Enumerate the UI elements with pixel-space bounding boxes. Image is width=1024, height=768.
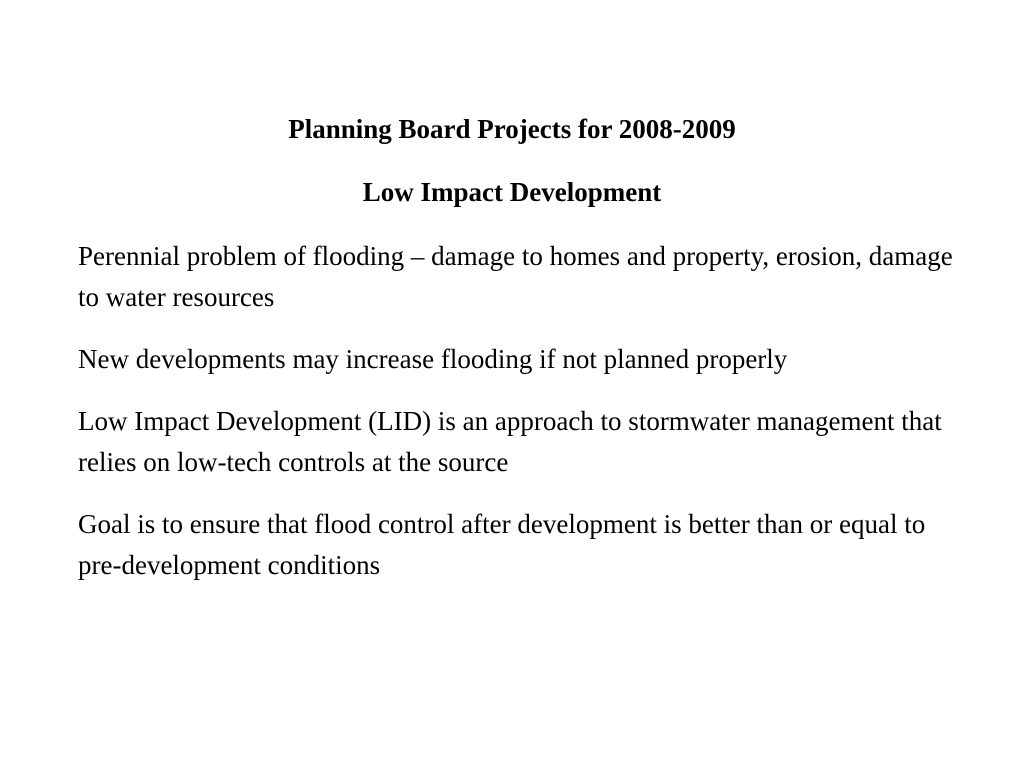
slide-subtitle: Low Impact Development <box>362 177 662 207</box>
paragraph-new-developments: New developments may increase flooding if not planned properly <box>78 344 788 374</box>
slide-body <box>78 236 958 607</box>
paragraph-lid-definition: Low Impact Development (LID) is an approach to stormwater management that relies on low-tech controls at the source <box>78 406 942 477</box>
slide-title: Planning Board Projects for 2008-2009 <box>288 114 736 144</box>
paragraph-flooding-problem: Perennial problem of flooding – damage to homes and property, erosion, damage to water resources <box>78 241 953 312</box>
paragraph-goal: Goal is to ensure that flood control after development is better than or equal to pre-development conditions <box>78 509 926 580</box>
